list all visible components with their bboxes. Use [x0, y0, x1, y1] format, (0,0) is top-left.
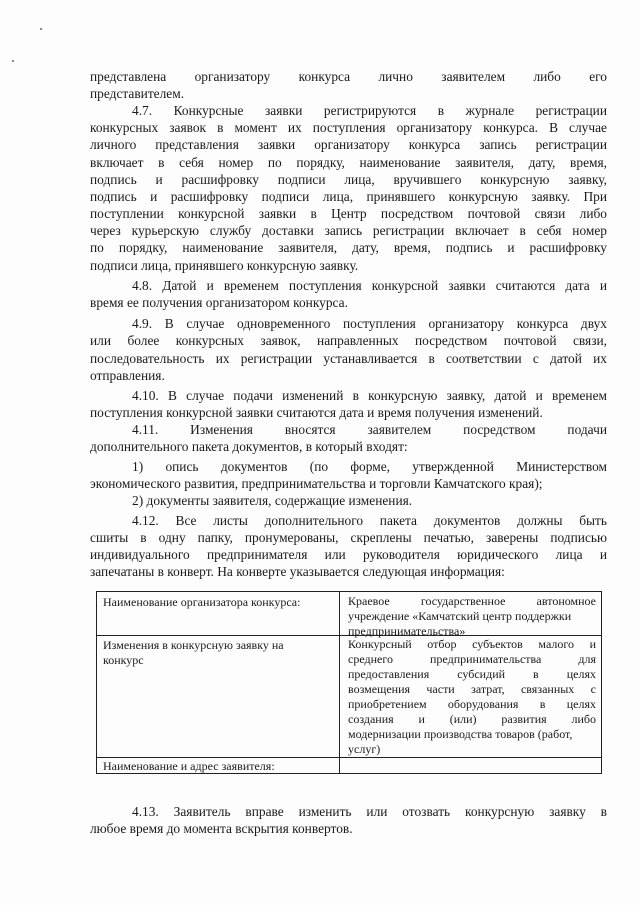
text-line: 4.10. В случае подачи изменений в конкурсную заявку, датой и временем [132, 388, 607, 403]
text-line: 4.11. Изменения вносятся заявителем посредством подачи [132, 422, 607, 437]
text-line: конкурсных заявок в момент их поступления организатору конкурса. В случае [90, 120, 607, 135]
scan-speck [40, 28, 42, 30]
text-line: любое время до момента вскрытия конвертов. [90, 821, 353, 836]
text-line: включает в себя номер по порядку, наименование заявителя, дату, время, [90, 155, 607, 170]
text-line: представлена организатору конкурса лично заявителем либо его [90, 69, 607, 84]
text-line: представителем. [90, 86, 185, 101]
text-line: 2) документы заявителя, содержащие изменения. [132, 493, 413, 508]
text-line: подпись и расшифровку подписи лица, принявшего конкурсную заявку. При [90, 189, 607, 204]
text-line: личного представления заявки организатору конкурса запись регистрации [90, 137, 607, 152]
text-line: экономического развития, предпринимательства и торговли Камчатского края); [90, 476, 543, 491]
table-cell-changes-label: Изменения в конкурсную заявку на конкурс [103, 638, 284, 667]
text-line: подписи лица, принявшего конкурсную заявку. [90, 258, 359, 273]
text-line: последовательность их регистрации устанавливается в соответствии с датой их [90, 351, 607, 366]
text-line: 4.7. Конкурсные заявки регистрируются в журнале регистрации [132, 103, 607, 118]
table-cell-changes-value: Конкурсный отбор субъектов малого и среднего предпринимательства для предоставления субсидий в целях возмещения части затрат, связанных с приобретением оборудования в целях создания и (или) развития либо модернизации производства товаров (работ, услуг) [348, 637, 596, 756]
text-line: дополнительного пакета документов, в который входят: [90, 439, 408, 454]
table-cell-organizer-label: Наименование организатора конкурса: [103, 595, 301, 609]
table-cell-organizer-value: Краевое государственное автономное учреждение «Камчатский центр поддержки предпринимательства» [348, 594, 596, 638]
text-line: 4.9. В случае одновременного поступления организатору конкурса двух [132, 316, 607, 331]
text-line: 4.13. Заявитель вправе изменить или отозвать конкурсную заявку в [132, 804, 607, 819]
text-line: отправления. [90, 368, 165, 383]
table-row-divider [97, 757, 601, 758]
text-line: подпись и расшифровку подписи лица, вручившего конкурсную заявку, [90, 172, 607, 187]
text-line: поступления конкурсной заявки считаются дата и время получения изменений. [90, 405, 543, 420]
envelope-info-table [96, 591, 602, 774]
text-line: индивидуального предпринимателя или руководителя юридического лица и [90, 547, 607, 562]
text-line: сшиты в одну папку, пронумерованы, скреплены печатью, заверены подписью [90, 530, 607, 545]
text-line: время ее получения организатором конкурса. [90, 295, 348, 310]
text-line: 4.12. Все листы дополнительного пакета документов должны быть [132, 513, 607, 528]
table-cell-applicant-value [348, 759, 596, 774]
text-line: по порядку, наименование заявителя, дату, время, подпись и расшифровку [90, 240, 607, 255]
table-column-divider [339, 592, 340, 773]
scan-speck [12, 60, 14, 62]
text-line: запечатаны в конверт. На конверте указывается следующая информация: [90, 564, 505, 579]
text-line: через курьерскую службу доставки запись регистрации включает в себя номер [90, 223, 607, 238]
table-cell-applicant-label: Наименование и адрес заявителя: [103, 759, 275, 773]
text-line: поступлении конкурсной заявки в Центр посредством почтовой связи либо [90, 206, 607, 221]
text-line: 1) опись документов (по форме, утвержденной Министерством [132, 459, 607, 474]
text-line: или более конкурсных заявок, направленных посредством почтовой связи, [90, 333, 607, 348]
text-line: 4.8. Датой и временем поступления конкурсной заявки считаются дата и [132, 278, 607, 293]
